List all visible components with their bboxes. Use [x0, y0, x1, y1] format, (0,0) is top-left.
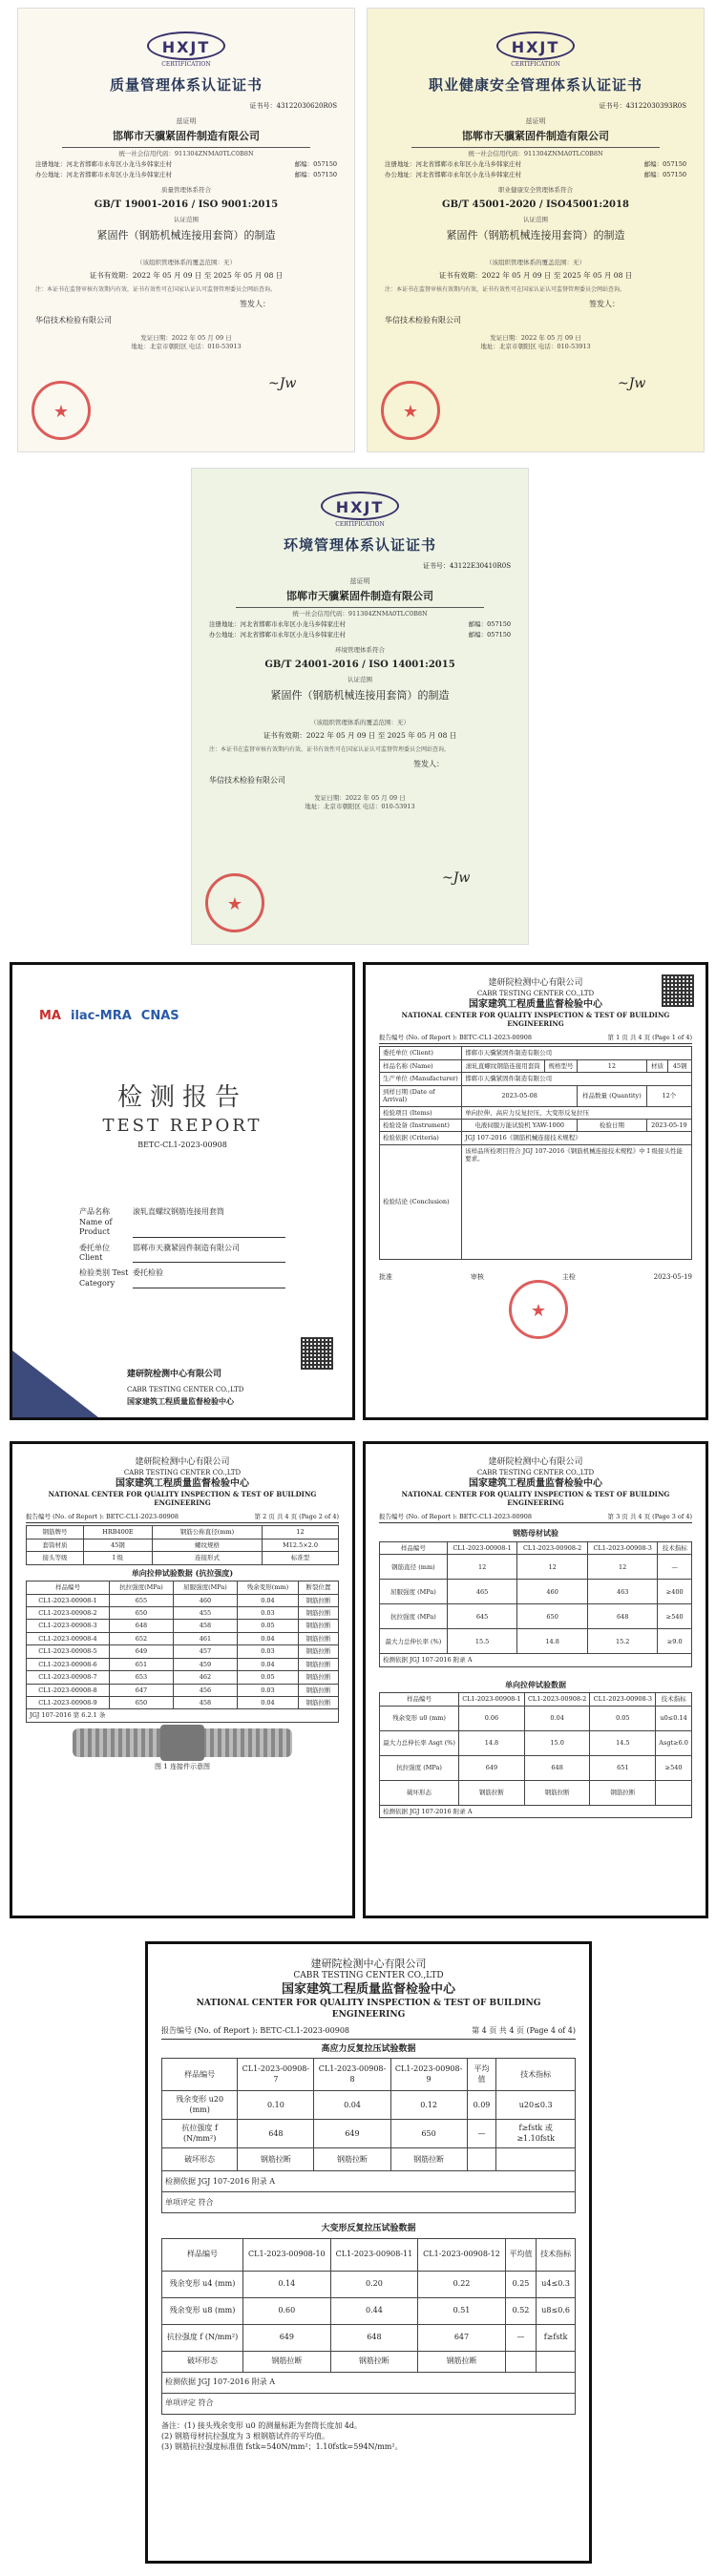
cert-company: 邯郸市天骥紧固件制造有限公司	[462, 130, 609, 143]
cert-scope: 紧固件（钢筋机械连接用套筒）的制造	[96, 229, 276, 242]
cert-scope: 紧固件（钢筋机械连接用套筒）的制造	[270, 689, 450, 702]
cert-reg-no: 证书号：43122E30410R0S	[422, 562, 511, 571]
table-row: CL1-2023-00908-7 653 462 0.05 钢筋拉断	[27, 1671, 339, 1684]
coupler-diagram	[73, 1728, 292, 1757]
red-seal	[509, 1280, 568, 1339]
qr-code	[662, 974, 694, 1007]
table-row: CL1-2023-00908-8 647 456 0.03 钢筋拉断	[27, 1684, 339, 1696]
cert-company: 邯郸市天骥紧固件制造有限公司	[113, 130, 260, 143]
cert-validity: 证书有效期：2022 年 05 月 09 日 至 2025 年 05 月 08 日	[438, 270, 633, 280]
quality-cert: HXJT CERTIFICATION 质量管理体系认证证书 证书号：43122030620R0S 兹证明 邯郸市天骥紧固件制造有限公司 统一社会信用代码：911304ZNMA0TLC0B8N 注册地址：河北省邯郸市永年区小龙马乡韩家庄村 邮编：057150 办公地址：河北省邯郸市永年区小龙马乡韩家庄村 邮编：057150 质量管理体系符合 GB/T 19001-2016 / ISO 9001:2015 认证范围 紧固件（钢筋机械连接用套筒）的制造 （该组织管理体系的覆盖范围：无） 证书有效期：2022 年 05 月 09 日 至 2025 年 05 月 08 日 注：本证书在监督审核有效期内有效，证书有效性可在国家认证认可监督管理委员会网站查询。 签发人： 华信技术检验有限公司 发证日期：2022 年 05 月 09 日 地址：北京市朝阳区 电话：010-53913 ★ ~Jw	[17, 8, 355, 452]
table-row: CL1-2023-00908-9 650 458 0.04 钢筋拉断	[27, 1697, 339, 1709]
report-title-en: TEST REPORT	[102, 1115, 263, 1136]
high-stress-table: 样品编号 CL1-2023-00908-7 CL1-2023-00908-8 CL1-2023-00908-9 平均值 技术指标 残余变形 u20 (mm) 0.10 0.04 0.12 0.09 u20≤0.3 抗拉强度 f (N/mm²) 648 649 650 — f≥fstk 或 ≥1.10fstk 破坏形态 钢筋拉断 钢筋拉断 钢筋拉断 检测依据 JGJ 107-2016 附录 A 单项评定 符合	[161, 2058, 576, 2213]
cnas-logo: CNAS	[140, 1009, 179, 1023]
ohs-cert: HXJT CERTIFICATION 职业健康安全管理体系认证证书 证书号：43122030393R0S 兹证明 邯郸市天骥紧固件制造有限公司 统一社会信用代码：911304ZNMA0TLC0B8N 注册地址：河北省邯郸市永年区小龙马乡韩家庄村 邮编：057150 办公地址：河北省邯郸市永年区小龙马乡韩家庄村 邮编：057150 职业健康安全管理体系符合 GB/T 45001-2020 / ISO45001:2018 认证范围 紧固件（钢筋机械连接用套筒）的制造 （该组织管理体系的覆盖范围：无） 证书有效期：2022 年 05 月 09 日 至 2025 年 05 月 08 日 注：本证书在监督审核有效期内有效，证书有效性可在国家认证认可监督管理委员会网站查询。 签发人： 华信技术检验有限公司 发证日期：2022 年 05 月 09 日 地址：北京市朝阳区 电话：010-53913 ★ ~Jw	[367, 8, 705, 452]
table-row: CL1-2023-00908-1 655 460 0.04 钢筋拉断	[27, 1594, 339, 1606]
cert-reg-no: 证书号：43122030393R0S	[599, 102, 686, 111]
cma-logo: MA	[39, 1009, 61, 1023]
report-cover: MA ilac-MRA CNAS 检测报告 TEST REPORT BETC-CL1-2023-00908 产品名称 Name of Product 滚轧直螺纹钢筋连接用套筒 委托单位 Client 邯郸市天骥紧固件制造有限公司 检验类别 Test Category 委托检验 建研院检测中心有限公司 CABR TESTING CENTER CO.,LTD 国家建筑工程质量监督检验中心	[10, 962, 355, 1420]
signature: ~Jw	[442, 870, 471, 886]
cert-title: 职业健康安全管理体系认证证书	[428, 76, 642, 94]
cert-standard: GB/T 24001-2016 / ISO 14001:2015	[264, 660, 455, 671]
large-deformation-table: 样品编号 CL1-2023-00908-10 CL1-2023-00908-11 CL1-2023-00908-12 平均值 技术指标 残余变形 u4 (mm) 0.14 0.20 0.22 0.25 u4≤0.3 残余变形 u8 (mm) 0.60 0.44 0.51 0.52 u8≤0.6 抗拉强度 f (N/mm²) 649 648 647 — f≥fstk 破坏形态 钢筋拉断 钢筋拉断 钢筋拉断 检测依据 JGJ 107-2016 附录 A 单项评定 符合	[161, 2238, 576, 2415]
table-row: CL1-2023-00908-3 648 458 0.05 钢筋拉断	[27, 1620, 339, 1632]
cert-title: 环境管理体系认证证书	[283, 536, 436, 554]
cert-validity: 证书有效期：2022 年 05 月 09 日 至 2025 年 05 月 08 日	[89, 270, 284, 280]
report-notes: 备注：(1) 接头残余变形 u0 的测量标距为套筒长度加 4d。 (2) 钢筋母材抗拉强度为 3 根钢筋试件的平均值。 (3) 钢筋抗拉强度标准值 fstk=540N/mm²；1.10fstk=594N/mm²。	[161, 2421, 403, 2452]
env-cert: HXJT CERTIFICATION 环境管理体系认证证书 证书号：43122E30410R0S 兹证明 邯郸市天骥紧固件制造有限公司 统一社会信用代码：911304ZNMA0TLC0B8N 注册地址：河北省邯郸市永年区小龙马乡韩家庄村 邮编：057150 办公地址：河北省邯郸市永年区小龙马乡韩家庄村 邮编：057150 环境管理体系符合 GB/T 24001-2016 / ISO 14001:2015 认证范围 紧固件（钢筋机械连接用套筒）的制造 （该组织管理体系的覆盖范围：无） 证书有效期：2022 年 05 月 09 日 至 2025 年 05 月 08 日 注：本证书在监督审核有效期内有效，证书有效性可在国家认证认可监督管理委员会网站查询。 签发人： 华信技术检验有限公司 发证日期：2022 年 05 月 09 日 地址：北京市朝阳区 电话：010-53913 ★ ~Jw	[191, 468, 529, 945]
report-title-cn: 检测报告	[116, 1082, 247, 1112]
hxjt-logo: HXJT CERTIFICATION	[483, 28, 588, 70]
signature: ~Jw	[618, 376, 646, 391]
qr-code	[301, 1337, 333, 1370]
corner-graphic	[12, 1351, 98, 1417]
report-page-4: 建研院检测中心有限公司 CABR TESTING CENTER CO.,LTD 国家建筑工程质量监督检验中心 NATIONAL CENTER FOR QUALITY INSPECTION & TEST OF BUILDING ENGINEERING 报告编号 (No. of Report ): BETC-CL1-2023-00908 第 4 页 共 4 页 (Page 4 of 4) 高应力反复拉压试验数据 样品编号 CL1-2023-00908-7 CL1-2023-00908-8 CL1-2023-00908-9 平均值 技术指标 残余变形 u20 (mm) 0.10 0.04 0.12 0.09 u20≤0.3 抗拉强度 f (N/mm²) 648 649 650 — f≥fstk 或 ≥1.10fstk 破坏形态 钢筋拉断 钢筋拉断 钢筋拉断 检测依据 JGJ 107-2016 附录 A 单项评定 符合 大变形反复拉压试验数据 样品编号 CL1-2023-00908-10 CL1-2023-00908-11 CL1-2023-00908-12 平均值 技术指标 残余变形 u4 (mm) 0.14 0.20 0.22 0.25 u4≤0.3 残余变形 u8 (mm) 0.60 0.44 0.51 0.52 u8≤0.6 抗拉强度 f (N/mm²) 649 648 647 — f≥fstk 破坏形态 钢筋拉断 钢筋拉断 钢筋拉断 检测依据 JGJ 107-2016 附录 A 单项评定 符合 备注：(1) 接头残余变形 u0 的测量标距为套筒长度加 4d。 (2) 钢筋母材抗拉强度为 3 根钢筋试件的平均值。 (3) 钢筋抗拉强度标准值 fstk=540N/mm²；1.10fstk=594N/mm²。	[145, 1941, 592, 2564]
sample-info-table: 钢筋牌号 HRB400E 钢筋公称直径(mm) 12 套筒材质 45钢 螺纹规格 M12.5×2.0 接头等级 I 级 连接形式 标准型	[26, 1525, 339, 1564]
cert-reg-no: 证书号：43122030620R0S	[249, 102, 337, 111]
cert-validity: 证书有效期：2022 年 05 月 09 日 至 2025 年 05 月 08 日	[263, 730, 457, 740]
red-seal	[205, 873, 264, 932]
tensile-table: 样品编号 CL1-2023-00908-1 CL1-2023-00908-2 CL1-2023-00908-3 技术指标 残余变形 u0 (mm) 0.06 0.04 0.05 u0≤0.14 最大力总伸长率 Asgt (%) 14.8 15.0 14.5 Asgt≥6.0 抗拉强度 (MPa) 649 648 651 ≥540 破坏形态 钢筋拉断 钢筋拉断 钢筋拉断 检测依据 JGJ 107-2016 附录 A	[379, 1692, 692, 1818]
report-code: BETC-CL1-2023-00908	[137, 1141, 227, 1150]
base-rebar-table: 样品编号 CL1-2023-00908-1 CL1-2023-00908-2 CL1-2023-00908-3 技术指标 钢筋直径 (mm) 12 12 12 — 屈服强度 (MPa) 465 460 463 ≥400 抗拉强度 (MPa) 645 650 648 ≥540 最大力总伸长率 (%) 15.5 14.8 15.2 ≥9.0 检测依据 JGJ 107-2016 附录 A	[379, 1541, 692, 1667]
table-row: CL1-2023-00908-5 649 457 0.03 钢筋拉断	[27, 1645, 339, 1658]
table-row: CL1-2023-00908-4 652 461 0.04 钢筋拉断	[27, 1632, 339, 1644]
hxjt-logo: HXJT CERTIFICATION	[134, 28, 239, 70]
cert-title: 质量管理体系认证证书	[109, 76, 263, 94]
summary-table: 委托单位 (Client) 邯郸市天骥紧固件制造有限公司 样品名称 (Name) 滚轧直螺纹钢筋连接用套筒 规格型号 12 材质 45钢 生产单位 (Manufacturer) 邯郸市天骥紧固件制造有限公司 到样日期 (Date of Arrival) 2023-05-08 样品数量 (Quantity) 12个 检验项目 (Items) 单向拉伸、高应力反复拉压、大变形反复拉压 检验设备 (Instrument) 电液伺服万能试验机 YAW-1000 检验日期 2023-05-19 检验依据 (Criteria) JGJ 107-2016《钢筋机械连接技术规程》 检验结论 (Conclusion) 该样品所检项目符合 JGJ 107-2016《钢筋机械连接技术规程》中 I 级接头性能要求。	[379, 1046, 692, 1260]
table-row: CL1-2023-00908-6 651 459 0.04 钢筋拉断	[27, 1658, 339, 1670]
tensile-table: 样品编号 抗拉强度(MPa) 屈服强度(MPa) 残余变形(mm) 断裂位置 CL1-2023-00908-1 655 460 0.04 钢筋拉断 CL1-2023-00908-2 650 455 0.03 钢筋拉断 CL1-2023-00908-3 648 458 0.05 钢筋拉断 CL1-2023-00908-4 652 461 0.04 钢筋拉断 CL1-2023-00908-5 649 457 0.03 钢筋拉断 CL1-2023-00908-6 651 459 0.04 钢筋拉断 CL1-2023-00908-7 653 462 0.05 钢筋拉断 CL1-2023-00908-8 647 456 0.03 钢筋拉断 CL1-2023-00908-9 650 458 0.04 钢筋拉断 JGJ 107-2016 第 6.2.1 条	[26, 1581, 339, 1723]
report-page-3: 建研院检测中心有限公司 CABR TESTING CENTER CO.,LTD 国家建筑工程质量监督检验中心 NATIONAL CENTER FOR QUALITY INSPECTION & TEST OF BUILDING ENGINEERING 报告编号 (No. of Report ): BETC-CL1-2023-00908 第 3 页 共 4 页 (Page 3 of 4) 钢筋母材试验 样品编号 CL1-2023-00908-1 CL1-2023-00908-2 CL1-2023-00908-3 技术指标 钢筋直径 (mm) 12 12 12 — 屈服强度 (MPa) 465 460 463 ≥400 抗拉强度 (MPa) 645 650 648 ≥540 最大力总伸长率 (%) 15.5 14.8 15.2 ≥9.0 检测依据 JGJ 107-2016 附录 A 单向拉伸试验数据 样品编号 CL1-2023-00908-1 CL1-2023-00908-2 CL1-2023-00908-3 技术指标 残余变形 u0 (mm) 0.06 0.04 0.05 u0≤0.14 最大力总伸长率 Asgt (%) 14.8 15.0 14.5 Asgt≥6.0 抗拉强度 (MPa) 649 648 651 ≥540 破坏形态 钢筋拉断 钢筋拉断 钢筋拉断 检测依据 JGJ 107-2016 附录 A	[363, 1441, 708, 1918]
cert-company: 邯郸市天骥紧固件制造有限公司	[286, 590, 433, 603]
report-page-2: 建研院检测中心有限公司 CABR TESTING CENTER CO.,LTD 国家建筑工程质量监督检验中心 NATIONAL CENTER FOR QUALITY INSPECTION & TEST OF BUILDING ENGINEERING 报告编号 (No. of Report ): BETC-CL1-2023-00908 第 2 页 共 4 页 (Page 2 of 4) 钢筋牌号 HRB400E 钢筋公称直径(mm) 12 套筒材质 45钢 螺纹规格 M12.5×2.0 接头等级 I 级 连接形式 标准型 单向拉伸试验数据 (抗拉强度) 样品编号 抗拉强度(MPa) 屈服强度(MPa) 残余变形(mm) 断裂位置 CL1-2023-00908-1 655 460 0.04 钢筋拉断 CL1-2023-00908-2 650 455 0.03 钢筋拉断 CL1-2023-00908-3 648 458 0.05 钢筋拉断 CL1-2023-00908-4 652 461 0.04 钢筋拉断 CL1-2023-00908-5 649 457 0.03 钢筋拉断 CL1-2023-00908-6 651 459 0.04 钢筋拉断 CL1-2023-00908-7 653 462 0.05 钢筋拉断 CL1-2023-00908-8 647 456 0.03 钢筋拉断 CL1-2023-00908-9 650 458 0.04 钢筋拉断 JGJ 107-2016 第 6.2.1 条 图 1 连接件示意图	[10, 1441, 355, 1918]
signature: ~Jw	[268, 376, 297, 391]
cert-standard: GB/T 45001-2020 / ISO45001:2018	[442, 199, 629, 211]
cert-scope: 紧固件（钢筋机械连接用套筒）的制造	[446, 229, 625, 242]
table-row: CL1-2023-00908-2 650 455 0.03 钢筋拉断	[27, 1606, 339, 1619]
cert-standard: GB/T 19001-2016 / ISO 9001:2015	[94, 199, 279, 211]
hxjt-logo: HXJT CERTIFICATION	[307, 488, 412, 530]
ilac-logo: ilac-MRA	[71, 1009, 132, 1023]
report-page-1: 建研院检测中心有限公司 CABR TESTING CENTER CO.,LTD 国家建筑工程质量监督检验中心 NATIONAL CENTER FOR QUALITY INSPECTION & TEST OF BUILDING ENGINEERING 报告编号 (No. of Report ): BETC-CL1-2023-00908 第 1 页 共 4 页 (Page 1 of 4) 委托单位 (Client) 邯郸市天骥紧固件制造有限公司 样品名称 (Name) 滚轧直螺纹钢筋连接用套筒 规格型号 12 材质 45钢 生产单位 (Manufacturer) 邯郸市天骥紧固件制造有限公司 到样日期 (Date of Arrival) 2023-05-08 样品数量 (Quantity) 12个 检验项目 (Items) 单向拉伸、高应力反复拉压、大变形反复拉压 检验设备 (Instrument) 电液伺服万能试验机 YAW-1000 检验日期 2023-05-19 检验依据 (Criteria) JGJ 107-2016《钢筋机械连接技术规程》 检验结论 (Conclusion) 该样品所检项目符合 JGJ 107-2016《钢筋机械连接技术规程》中 I 级接头性能要求。 批准 审核 主检 2023-05-19 ★	[363, 962, 708, 1420]
red-seal	[32, 381, 91, 440]
red-seal	[381, 381, 440, 440]
